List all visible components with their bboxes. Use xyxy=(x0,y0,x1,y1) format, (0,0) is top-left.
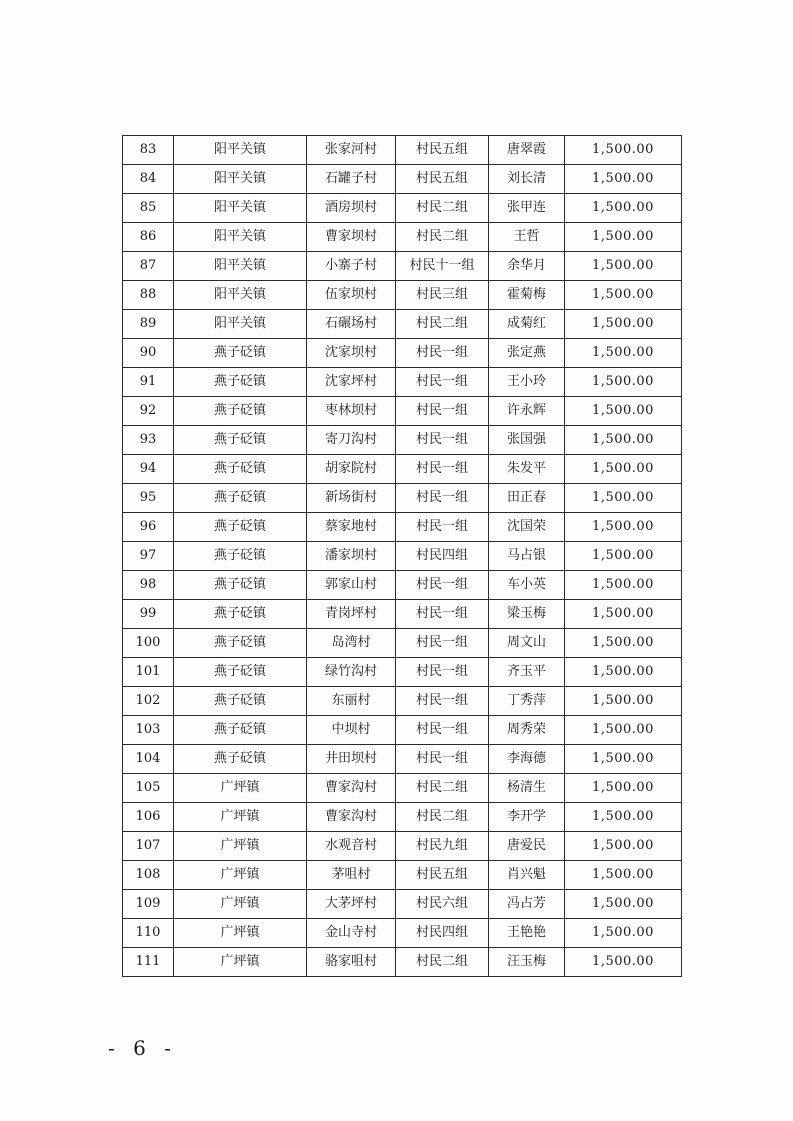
table-row xyxy=(123,861,682,890)
table-row xyxy=(123,687,682,716)
person-name-cell: 张定燕 xyxy=(489,339,565,368)
group-cell: 村民六组 xyxy=(396,890,489,919)
town-cell: 广坪镇 xyxy=(174,803,307,832)
village-cell: 茅咀村 xyxy=(307,861,396,890)
row-number-cell: 107 xyxy=(123,832,174,861)
amount-cell: 1,500.00 xyxy=(565,716,682,745)
amount-cell: 1,500.00 xyxy=(565,223,682,252)
group-cell: 村民二组 xyxy=(396,194,489,223)
amount-cell: 1,500.00 xyxy=(565,745,682,774)
person-name-cell: 马占银 xyxy=(489,542,565,571)
amount-cell: 1,500.00 xyxy=(565,165,682,194)
town-cell: 阳平关镇 xyxy=(174,252,307,281)
amount-cell: 1,500.00 xyxy=(565,803,682,832)
row-number-cell: 92 xyxy=(123,397,174,426)
village-cell: 潘家坝村 xyxy=(307,542,396,571)
person-name-cell: 汪玉梅 xyxy=(489,948,565,977)
table-row xyxy=(123,890,682,919)
table-row xyxy=(123,542,682,571)
village-cell: 沈家坝村 xyxy=(307,339,396,368)
village-cell: 井田坝村 xyxy=(307,745,396,774)
village-cell: 大茅坪村 xyxy=(307,890,396,919)
person-name-cell: 周文山 xyxy=(489,629,565,658)
group-cell: 村民一组 xyxy=(396,484,489,513)
table-row xyxy=(123,281,682,310)
row-number-cell: 111 xyxy=(123,948,174,977)
village-cell: 石碾场村 xyxy=(307,310,396,339)
town-cell: 燕子砭镇 xyxy=(174,339,307,368)
village-cell: 沈家坪村 xyxy=(307,368,396,397)
town-cell: 广坪镇 xyxy=(174,890,307,919)
village-cell: 曹家沟村 xyxy=(307,774,396,803)
row-number-cell: 96 xyxy=(123,513,174,542)
amount-cell: 1,500.00 xyxy=(565,600,682,629)
village-cell: 新场街村 xyxy=(307,484,396,513)
person-name-cell: 周秀荣 xyxy=(489,716,565,745)
table-row xyxy=(123,716,682,745)
amount-cell: 1,500.00 xyxy=(565,658,682,687)
town-cell: 广坪镇 xyxy=(174,774,307,803)
group-cell: 村民一组 xyxy=(396,455,489,484)
amount-cell: 1,500.00 xyxy=(565,890,682,919)
table-row xyxy=(123,948,682,977)
row-number-cell: 90 xyxy=(123,339,174,368)
group-cell: 村民一组 xyxy=(396,571,489,600)
group-cell: 村民一组 xyxy=(396,745,489,774)
village-cell: 胡家院村 xyxy=(307,455,396,484)
group-cell: 村民五组 xyxy=(396,861,489,890)
amount-cell: 1,500.00 xyxy=(565,484,682,513)
town-cell: 燕子砭镇 xyxy=(174,571,307,600)
group-cell: 村民五组 xyxy=(396,165,489,194)
village-cell: 枣林坝村 xyxy=(307,397,396,426)
town-cell: 燕子砭镇 xyxy=(174,600,307,629)
row-number-cell: 84 xyxy=(123,165,174,194)
row-number-cell: 98 xyxy=(123,571,174,600)
table-row xyxy=(123,194,682,223)
town-cell: 阳平关镇 xyxy=(174,281,307,310)
row-number-cell: 89 xyxy=(123,310,174,339)
town-cell: 阳平关镇 xyxy=(174,165,307,194)
row-number-cell: 88 xyxy=(123,281,174,310)
group-cell: 村民一组 xyxy=(396,397,489,426)
group-cell: 村民一组 xyxy=(396,629,489,658)
group-cell: 村民九组 xyxy=(396,832,489,861)
page-number: - 6 - xyxy=(108,1036,177,1060)
amount-cell: 1,500.00 xyxy=(565,194,682,223)
town-cell: 广坪镇 xyxy=(174,948,307,977)
village-cell: 东丽村 xyxy=(307,687,396,716)
village-cell: 骆家咀村 xyxy=(307,948,396,977)
table-row xyxy=(123,919,682,948)
village-cell: 水观音村 xyxy=(307,832,396,861)
amount-cell: 1,500.00 xyxy=(565,136,682,165)
row-number-cell: 93 xyxy=(123,426,174,455)
group-cell: 村民三组 xyxy=(396,281,489,310)
person-name-cell: 霍菊梅 xyxy=(489,281,565,310)
village-cell: 伍家坝村 xyxy=(307,281,396,310)
town-cell: 广坪镇 xyxy=(174,919,307,948)
group-cell: 村民一组 xyxy=(396,513,489,542)
amount-cell: 1,500.00 xyxy=(565,339,682,368)
table-row xyxy=(123,803,682,832)
village-cell: 岛湾村 xyxy=(307,629,396,658)
village-cell: 蔡家地村 xyxy=(307,513,396,542)
table-row xyxy=(123,745,682,774)
table-row xyxy=(123,310,682,339)
row-number-cell: 94 xyxy=(123,455,174,484)
person-name-cell: 车小英 xyxy=(489,571,565,600)
group-cell: 村民四组 xyxy=(396,919,489,948)
town-cell: 广坪镇 xyxy=(174,832,307,861)
table-row xyxy=(123,484,682,513)
person-name-cell: 刘长清 xyxy=(489,165,565,194)
table-row xyxy=(123,774,682,803)
person-name-cell: 李海德 xyxy=(489,745,565,774)
person-name-cell: 张国强 xyxy=(489,426,565,455)
table-row xyxy=(123,368,682,397)
village-cell: 中坝村 xyxy=(307,716,396,745)
group-cell: 村民一组 xyxy=(396,368,489,397)
row-number-cell: 105 xyxy=(123,774,174,803)
row-number-cell: 110 xyxy=(123,919,174,948)
group-cell: 村民四组 xyxy=(396,542,489,571)
town-cell: 阳平关镇 xyxy=(174,194,307,223)
person-name-cell: 朱发平 xyxy=(489,455,565,484)
amount-cell: 1,500.00 xyxy=(565,310,682,339)
amount-cell: 1,500.00 xyxy=(565,281,682,310)
village-cell: 张家河村 xyxy=(307,136,396,165)
table-row xyxy=(123,223,682,252)
group-cell: 村民五组 xyxy=(396,136,489,165)
table-row xyxy=(123,832,682,861)
town-cell: 燕子砭镇 xyxy=(174,397,307,426)
table-row xyxy=(123,571,682,600)
group-cell: 村民二组 xyxy=(396,803,489,832)
person-name-cell: 李开学 xyxy=(489,803,565,832)
row-number-cell: 106 xyxy=(123,803,174,832)
person-name-cell: 王艳艳 xyxy=(489,919,565,948)
group-cell: 村民二组 xyxy=(396,948,489,977)
table-row xyxy=(123,600,682,629)
town-cell: 燕子砭镇 xyxy=(174,687,307,716)
group-cell: 村民一组 xyxy=(396,426,489,455)
town-cell: 燕子砭镇 xyxy=(174,484,307,513)
person-name-cell: 许永辉 xyxy=(489,397,565,426)
table-row xyxy=(123,455,682,484)
group-cell: 村民一组 xyxy=(396,658,489,687)
town-cell: 燕子砭镇 xyxy=(174,426,307,455)
group-cell: 村民一组 xyxy=(396,339,489,368)
amount-cell: 1,500.00 xyxy=(565,571,682,600)
person-name-cell: 王哲 xyxy=(489,223,565,252)
row-number-cell: 91 xyxy=(123,368,174,397)
amount-cell: 1,500.00 xyxy=(565,426,682,455)
town-cell: 燕子砭镇 xyxy=(174,513,307,542)
town-cell: 燕子砭镇 xyxy=(174,542,307,571)
town-cell: 燕子砭镇 xyxy=(174,745,307,774)
amount-cell: 1,500.00 xyxy=(565,368,682,397)
village-cell: 石罐子村 xyxy=(307,165,396,194)
table-row xyxy=(123,397,682,426)
table-row xyxy=(123,658,682,687)
group-cell: 村民二组 xyxy=(396,310,489,339)
village-cell: 寄刀沟村 xyxy=(307,426,396,455)
row-number-cell: 101 xyxy=(123,658,174,687)
village-cell: 酒房坝村 xyxy=(307,194,396,223)
row-number-cell: 87 xyxy=(123,252,174,281)
amount-cell: 1,500.00 xyxy=(565,861,682,890)
town-cell: 燕子砭镇 xyxy=(174,629,307,658)
row-number-cell: 86 xyxy=(123,223,174,252)
row-number-cell: 97 xyxy=(123,542,174,571)
amount-cell: 1,500.00 xyxy=(565,948,682,977)
row-number-cell: 108 xyxy=(123,861,174,890)
person-name-cell: 唐爱民 xyxy=(489,832,565,861)
amount-cell: 1,500.00 xyxy=(565,832,682,861)
person-name-cell: 王小玲 xyxy=(489,368,565,397)
town-cell: 广坪镇 xyxy=(174,861,307,890)
amount-cell: 1,500.00 xyxy=(565,919,682,948)
amount-cell: 1,500.00 xyxy=(565,397,682,426)
person-name-cell: 丁秀萍 xyxy=(489,687,565,716)
town-cell: 阳平关镇 xyxy=(174,310,307,339)
table-row xyxy=(123,513,682,542)
table-row xyxy=(123,426,682,455)
person-name-cell: 成菊红 xyxy=(489,310,565,339)
person-name-cell: 肖兴魁 xyxy=(489,861,565,890)
group-cell: 村民十一组 xyxy=(396,252,489,281)
town-cell: 燕子砭镇 xyxy=(174,455,307,484)
subsidy-roster-table xyxy=(122,135,682,977)
town-cell: 阳平关镇 xyxy=(174,223,307,252)
village-cell: 金山寺村 xyxy=(307,919,396,948)
table-row xyxy=(123,136,682,165)
row-number-cell: 102 xyxy=(123,687,174,716)
table-row xyxy=(123,629,682,658)
table-row xyxy=(123,252,682,281)
village-cell: 郭家山村 xyxy=(307,571,396,600)
village-cell: 曹家沟村 xyxy=(307,803,396,832)
roster-table-body xyxy=(123,136,682,977)
row-number-cell: 104 xyxy=(123,745,174,774)
row-number-cell: 95 xyxy=(123,484,174,513)
amount-cell: 1,500.00 xyxy=(565,687,682,716)
group-cell: 村民一组 xyxy=(396,600,489,629)
person-name-cell: 齐玉平 xyxy=(489,658,565,687)
row-number-cell: 83 xyxy=(123,136,174,165)
person-name-cell: 冯占芳 xyxy=(489,890,565,919)
town-cell: 燕子砭镇 xyxy=(174,658,307,687)
town-cell: 燕子砭镇 xyxy=(174,716,307,745)
person-name-cell: 张甲连 xyxy=(489,194,565,223)
person-name-cell: 杨清生 xyxy=(489,774,565,803)
row-number-cell: 103 xyxy=(123,716,174,745)
row-number-cell: 109 xyxy=(123,890,174,919)
row-number-cell: 99 xyxy=(123,600,174,629)
table-row xyxy=(123,165,682,194)
person-name-cell: 余华月 xyxy=(489,252,565,281)
village-cell: 绿竹沟村 xyxy=(307,658,396,687)
person-name-cell: 唐翠霞 xyxy=(489,136,565,165)
town-cell: 燕子砭镇 xyxy=(174,368,307,397)
row-number-cell: 100 xyxy=(123,629,174,658)
person-name-cell: 田正春 xyxy=(489,484,565,513)
group-cell: 村民一组 xyxy=(396,687,489,716)
village-cell: 曹家坝村 xyxy=(307,223,396,252)
amount-cell: 1,500.00 xyxy=(565,774,682,803)
row-number-cell: 85 xyxy=(123,194,174,223)
amount-cell: 1,500.00 xyxy=(565,513,682,542)
group-cell: 村民一组 xyxy=(396,716,489,745)
group-cell: 村民二组 xyxy=(396,774,489,803)
table-row xyxy=(123,339,682,368)
person-name-cell: 沈国荣 xyxy=(489,513,565,542)
amount-cell: 1,500.00 xyxy=(565,455,682,484)
person-name-cell: 梁玉梅 xyxy=(489,600,565,629)
amount-cell: 1,500.00 xyxy=(565,252,682,281)
town-cell: 阳平关镇 xyxy=(174,136,307,165)
amount-cell: 1,500.00 xyxy=(565,542,682,571)
village-cell: 青岗坪村 xyxy=(307,600,396,629)
group-cell: 村民二组 xyxy=(396,223,489,252)
amount-cell: 1,500.00 xyxy=(565,629,682,658)
village-cell: 小寨子村 xyxy=(307,252,396,281)
